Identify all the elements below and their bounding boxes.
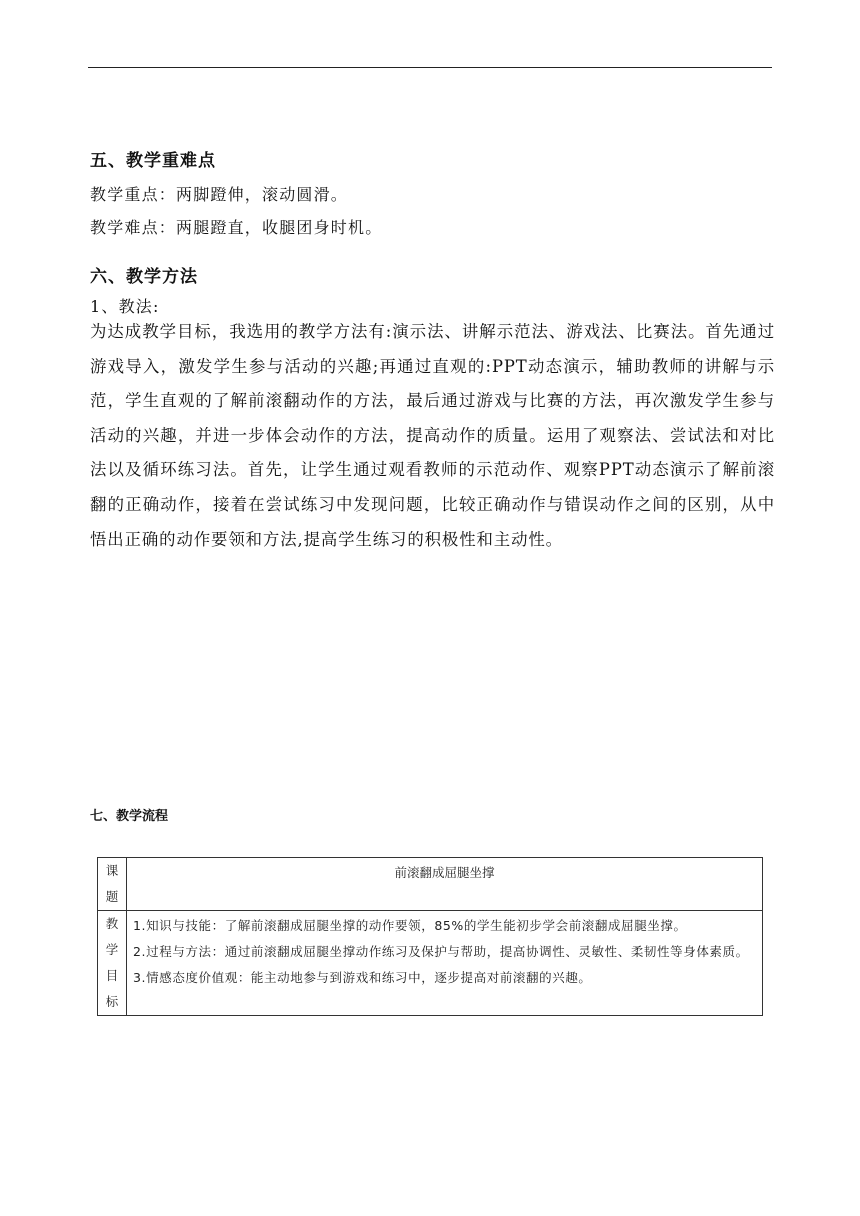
teaching-process-table: [97, 857, 763, 1016]
section-heading-teaching-process: 七、教学流程: [90, 809, 169, 824]
course-label-char: 课: [105, 863, 119, 878]
key-point-text: 教学重点：两脚蹬伸，滚动圆滑。: [90, 185, 349, 204]
course-title-label-cell: [98, 858, 127, 911]
goal-item: 3.情感态度价值观：能主动地参与到游戏和练习中，逐步提高对前滚翻的兴趣。: [133, 970, 592, 985]
goal-item: 2.过程与方法：通过前滚翻成屈腿坐撑动作练习及保护与帮助，提高协调性、灵敏性、柔韧性等身体素质。: [133, 944, 749, 959]
goals-label-char: 教: [105, 916, 119, 931]
goals-label-char: 学: [105, 942, 119, 957]
teaching-method-paragraph: 为达成教学目标，我选用的教学方法有:演示法、讲解示范法、游戏法、比赛法。首先通过游戏导入，激发学生参与活动的兴趣;再通过直观的:PPT动态演示，辅助教师的讲解与示范，学生直观的了解前滚翻动作的方法，最后通过游戏与比赛的方法，再次激发学生参与活动的兴趣，并进一步体会动作的方法，提高动作的质量。运用了观察法、尝试法和对比法以及循环练习法。首先，让学生通过观看教师的示范动作、观察PPT动态演示了解前滚翻的正确动作，接着在尝试练习中发现问题，比较正确动作与错误动作之间的区别，从中悟出正确的动作要领和方法,提高学生练习的积极性和主动性。: [90, 322, 775, 549]
teaching-goals-label-cell: [98, 911, 127, 1016]
course-title-value: 前滚翻成屈腿坐撑: [127, 858, 763, 911]
goals-label-char: 标: [105, 994, 119, 1009]
header-rule: [88, 67, 772, 68]
goal-item: 1.知识与技能：了解前滚翻成屈腿坐撑的动作要领，85%的学生能初步学会前滚翻成屈腿坐撑。: [133, 918, 687, 933]
section-heading-key-points: 五、教学重难点: [90, 151, 216, 171]
table-row-course-title: [98, 858, 763, 911]
section-heading-teaching-methods: 六、教学方法: [90, 267, 198, 287]
teaching-goals-cell: [127, 911, 763, 1016]
goals-label-char: 目: [105, 968, 119, 983]
difficult-point-text: 教学难点：两腿蹬直，收腿团身时机。: [90, 218, 383, 237]
table-row-teaching-goals: [98, 911, 763, 1016]
teaching-method-subheading: 1、教法:: [90, 297, 160, 316]
course-label-char: 题: [105, 889, 119, 904]
